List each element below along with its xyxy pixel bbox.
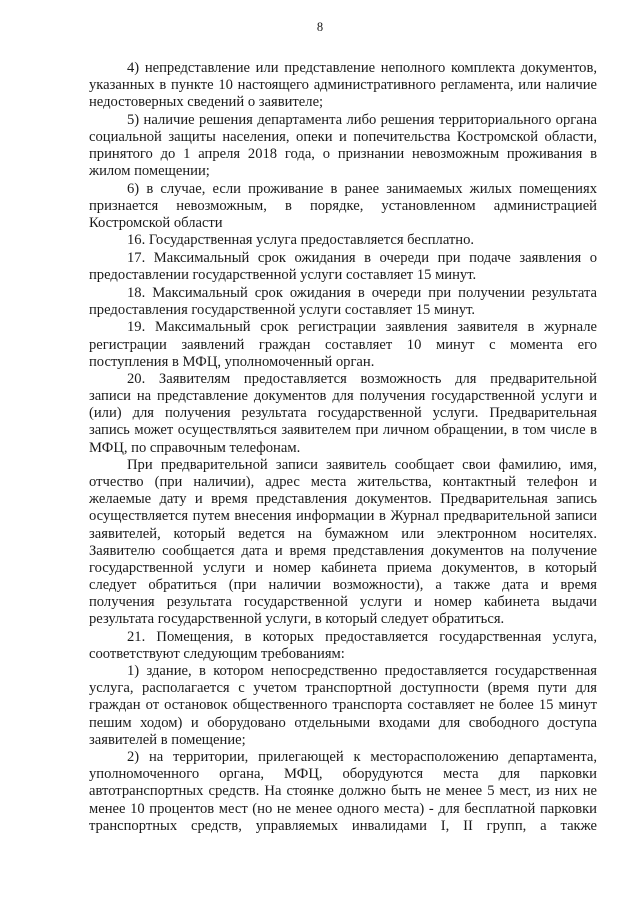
paragraph [89, 319, 597, 370]
paragraph-line: транспортных средств, управляемых инвалидами I, II групп, а также [89, 817, 597, 834]
paragraph [89, 749, 597, 834]
paragraph-line: пешим ходом) и оборудовано отдельными входами для свободного доступа [89, 714, 597, 731]
document-body [89, 60, 597, 835]
paragraph-line: результата государственной услуги, в который следует обратиться. [89, 611, 505, 627]
paragraph-line: 20. Заявителям предоставляется возможность для предварительной [127, 371, 597, 388]
paragraph-line: 6) в случае, если проживание в ранее занимаемых жилых помещениях [127, 180, 597, 197]
paragraph [89, 181, 597, 232]
paragraph-line: 1) здание, в котором непосредственно предоставляется государственная [127, 663, 597, 680]
paragraph-line: МФЦ, по справочным телефонам. [89, 439, 301, 456]
paragraph-line: осуществляется путем внесения информации в Журнал предварительной записи [89, 508, 597, 525]
paragraph-line: автотранспортных средств. На стоянке должно быть не менее 5 мест, из них не [89, 783, 597, 800]
paragraph-line: 5) наличие решения департамента либо решения территориального органа [127, 111, 597, 128]
paragraph [89, 371, 597, 456]
paragraph-line: 19. Максимальный срок регистрации заявления заявителя в журнале [127, 319, 597, 336]
paragraph-line: указанных в пункте 10 настоящего административного регламента, или наличие [89, 77, 597, 94]
paragraph-line: социальной защиты населения, опеки и попечительства Костромской области, [89, 128, 597, 145]
paragraph [89, 663, 597, 748]
paragraph-line: 21. Помещения, в которых предоставляется государственная услуга, [127, 628, 597, 645]
paragraph-line: При предварительной записи заявитель сообщает свои фамилию, имя, [127, 457, 597, 474]
paragraph-line: 4) непредставление или представление неполного комплекта документов, [127, 60, 597, 76]
paragraph-line: заявителей в помещение; [89, 731, 246, 748]
paragraph [89, 60, 597, 111]
paragraph-line: следует обратиться (при наличии возможности), а также дата и время [89, 576, 597, 593]
paragraph [89, 232, 597, 249]
paragraph-line: запись может осуществляться заявителем при личном обращении, в том числе в [89, 422, 597, 439]
paragraph-line: 2) на территории, прилегающей к месторасположению департамента, [127, 749, 597, 766]
paragraph-line: уполномоченного органа, МФЦ, оборудуются места для парковки [89, 766, 597, 783]
paragraph-line: заявителей, который ведется на бумажном или электронном носителях. [89, 525, 597, 542]
paragraph-line: предоставлении государственной услуги составляет 15 минут. [89, 267, 477, 284]
paragraph-line: услуга, располагается с учетом транспортной доступности (время пути для [89, 680, 597, 697]
page-number: 8 [316, 20, 324, 34]
paragraph [89, 457, 597, 628]
paragraph-line: Костромской области [89, 214, 223, 231]
paragraph-line: недостоверных сведений о заявителе; [89, 94, 324, 111]
paragraph-line: Заявителю сообщается дата и время представления документов на получение [89, 542, 597, 559]
paragraph-line: соответствуют следующим требованиям: [89, 645, 345, 662]
paragraph-line: менее 10 процентов мест (но не менее одного места) - для бесплатной парковки [89, 800, 597, 817]
paragraph-line: получения результата государственной услуги и номер кабинета выдачи [89, 593, 597, 610]
paragraph-line: поступления в МФЦ, уполномоченный орган. [89, 353, 375, 370]
paragraph-line: государственной услуги и номер кабинета приема документов, в который [89, 559, 597, 576]
paragraph-line: записи на представление документов для получения государственной услуги и [89, 388, 597, 405]
paragraph-line: предоставления государственной услуги составляет 15 минут. [89, 301, 476, 318]
paragraph [89, 285, 597, 319]
paragraph-line: регистрации заявлений граждан составляет 10 минут с момента его [89, 336, 597, 353]
paragraph [89, 629, 597, 663]
paragraph-line: 18. Максимальный срок ожидания в очереди при получении результата [127, 284, 597, 301]
paragraph-line: признается невозможным, в порядке, установленном администрацией [89, 197, 597, 214]
paragraph-line: граждан от остановок общественного транспорта составляет не более 15 минут [89, 697, 597, 714]
paragraph [89, 250, 597, 284]
paragraph [89, 112, 597, 180]
paragraph-line: (или) для получения результата государственной услуги. Предварительная [89, 405, 597, 422]
paragraph-line: 17. Максимальный срок ожидания в очереди при подаче заявления о [127, 250, 597, 267]
paragraph-line: отчество (при наличии), адрес места жительства, контактный телефон и [89, 474, 597, 491]
paragraph-line: желаемые дату и время представления документов. Предварительная запись [89, 491, 597, 508]
paragraph-line: 16. Государственная услуга предоставляется бесплатно. [127, 232, 475, 249]
paragraph-line: жилом помещении; [89, 163, 210, 180]
paragraph-line: принятого до 1 апреля 2018 года, о признании невозможным проживания в [89, 145, 597, 162]
